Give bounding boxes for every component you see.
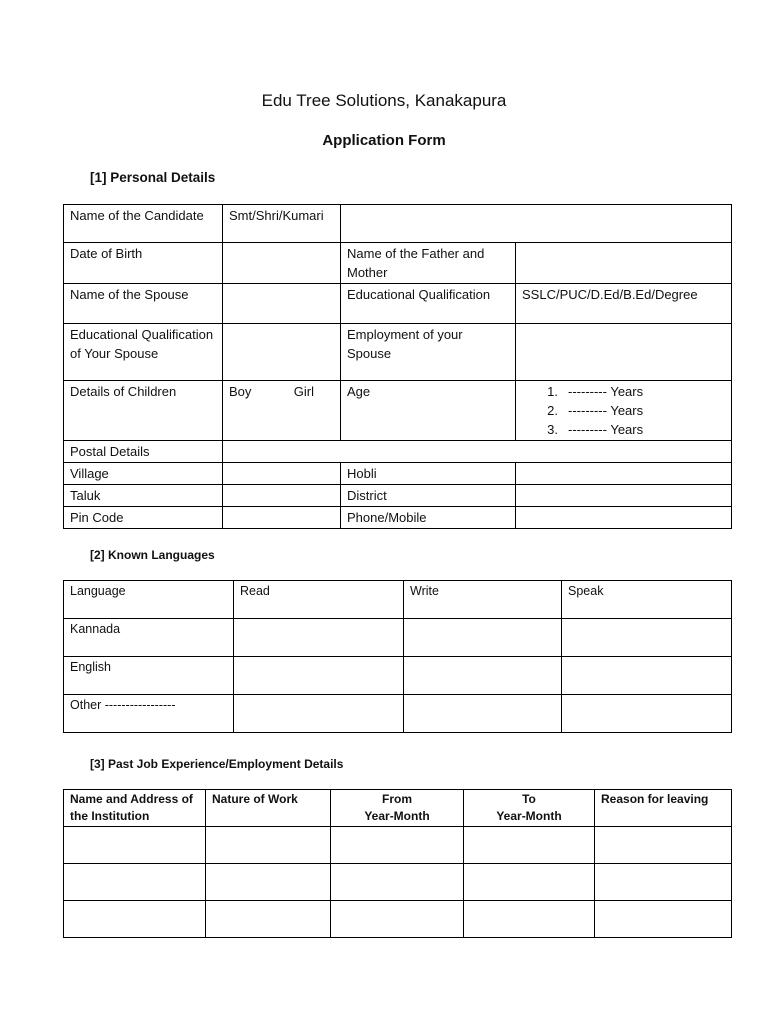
spouse-employment-label: Employment of your Spouse xyxy=(341,324,516,381)
education-options[interactable]: SSLC/PUC/D.Ed/B.Ed/Degree xyxy=(516,284,732,324)
speak-field[interactable] xyxy=(562,657,732,695)
nature-of-work-column-header: Nature of Work xyxy=(206,790,331,827)
parents-name-label: Name of the Father and Mother xyxy=(341,243,516,284)
nature-of-work-field[interactable] xyxy=(206,827,331,864)
to-label: To xyxy=(522,792,536,806)
reason-column-header: Reason for leaving xyxy=(595,790,732,827)
dob-label: Date of Birth xyxy=(64,243,223,284)
table-row xyxy=(64,619,732,657)
age-field[interactable] xyxy=(516,381,732,441)
village-field[interactable] xyxy=(223,463,341,485)
write-field[interactable] xyxy=(404,619,562,657)
table-row xyxy=(64,695,732,733)
postal-details-label: Postal Details xyxy=(64,441,223,463)
known-languages-heading: [2] Known Languages xyxy=(90,548,215,562)
boy-label: Boy xyxy=(229,384,252,399)
employment-details-heading: [3] Past Job Experience/Employment Details xyxy=(90,757,344,771)
candidate-name-field[interactable] xyxy=(341,205,732,243)
phone-field[interactable] xyxy=(516,507,732,529)
language-column-header: Language xyxy=(64,581,234,619)
education-label: Educational Qualification xyxy=(341,284,516,324)
from-label: From xyxy=(382,792,412,806)
table-row xyxy=(64,657,732,695)
to-column-header xyxy=(464,790,595,827)
postal-details-field[interactable] xyxy=(223,441,732,463)
organization-title: Edu Tree Solutions, Kanakapura xyxy=(261,91,507,110)
read-field[interactable] xyxy=(234,657,404,695)
age-item-text: --------- Years xyxy=(568,403,644,418)
district-label: District xyxy=(341,485,516,507)
nature-of-work-field[interactable] xyxy=(206,864,331,901)
institution-field[interactable] xyxy=(64,864,206,901)
spouse-name-label: Name of the Spouse xyxy=(64,284,223,324)
employment-details-table xyxy=(63,789,732,938)
children-details-label: Details of Children xyxy=(64,381,223,441)
to-field[interactable] xyxy=(464,864,595,901)
table-row xyxy=(64,901,732,938)
language-name[interactable]: Other ----------------- xyxy=(64,695,234,733)
phone-label: Phone/Mobile xyxy=(341,507,516,529)
age-item-number: 3. xyxy=(547,422,558,437)
age-item xyxy=(536,401,725,420)
institution-field[interactable] xyxy=(64,827,206,864)
personal-details-table xyxy=(63,204,732,529)
from-format-label: Year-Month xyxy=(364,809,430,823)
spouse-education-label: Educational Qualification of Your Spouse xyxy=(64,324,223,381)
village-label: Village xyxy=(64,463,223,485)
age-item-number: 1. xyxy=(547,384,558,399)
taluk-field[interactable] xyxy=(223,485,341,507)
age-item xyxy=(536,382,725,401)
age-item xyxy=(536,420,725,439)
read-column-header: Read xyxy=(234,581,404,619)
spouse-name-field[interactable] xyxy=(223,284,341,324)
nature-of-work-field[interactable] xyxy=(206,901,331,938)
candidate-name-prefix: Smt/Shri/Kumari xyxy=(223,205,341,243)
institution-field[interactable] xyxy=(64,901,206,938)
language-name: Kannada xyxy=(64,619,234,657)
from-field[interactable] xyxy=(331,827,464,864)
to-format-label: Year-Month xyxy=(496,809,562,823)
candidate-name-label: Name of the Candidate xyxy=(64,205,223,243)
district-field[interactable] xyxy=(516,485,732,507)
reason-field[interactable] xyxy=(595,864,732,901)
known-languages-table xyxy=(63,580,732,733)
read-field[interactable] xyxy=(234,619,404,657)
table-row xyxy=(64,864,732,901)
read-field[interactable] xyxy=(234,695,404,733)
pin-code-field[interactable] xyxy=(223,507,341,529)
reason-field[interactable] xyxy=(595,827,732,864)
institution-column-header: Name and Address of the Institution xyxy=(64,790,206,827)
parents-name-field[interactable] xyxy=(516,243,732,284)
from-column-header xyxy=(331,790,464,827)
write-column-header: Write xyxy=(404,581,562,619)
spouse-employment-field[interactable] xyxy=(516,324,732,381)
spouse-education-field[interactable] xyxy=(223,324,341,381)
girl-label: Girl xyxy=(293,384,314,399)
age-item-text: --------- Years xyxy=(568,384,644,399)
reason-field[interactable] xyxy=(595,901,732,938)
form-title: Application Form xyxy=(322,132,446,149)
to-field[interactable] xyxy=(464,901,595,938)
speak-field[interactable] xyxy=(562,695,732,733)
personal-details-heading: [1] Personal Details xyxy=(90,170,216,185)
hobli-field[interactable] xyxy=(516,463,732,485)
from-field[interactable] xyxy=(331,901,464,938)
speak-column-header: Speak xyxy=(562,581,732,619)
write-field[interactable] xyxy=(404,657,562,695)
taluk-label: Taluk xyxy=(64,485,223,507)
write-field[interactable] xyxy=(404,695,562,733)
age-item-number: 2. xyxy=(547,403,558,418)
table-row xyxy=(64,827,732,864)
speak-field[interactable] xyxy=(562,619,732,657)
language-name: English xyxy=(64,657,234,695)
age-item-text: --------- Years xyxy=(568,422,644,437)
hobli-label: Hobli xyxy=(341,463,516,485)
from-field[interactable] xyxy=(331,864,464,901)
pin-code-label: Pin Code xyxy=(64,507,223,529)
age-label: Age xyxy=(341,381,516,441)
dob-field[interactable] xyxy=(223,243,341,284)
to-field[interactable] xyxy=(464,827,595,864)
age-list xyxy=(536,382,725,439)
children-count-field[interactable] xyxy=(223,381,341,441)
